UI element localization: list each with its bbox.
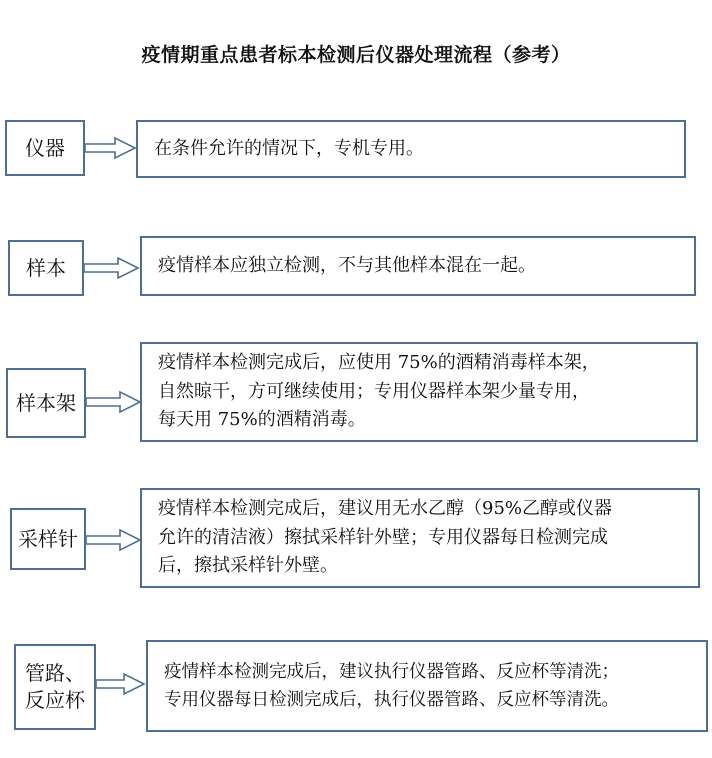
step-content-instrument: 在条件允许的情况下，专机专用。: [136, 120, 686, 178]
step-label-sample-rack: 样本架: [6, 368, 86, 438]
step-content-sampling-needle: 疫情样本检测完成后，建议用无水乙醇（95%乙醇或仪器 允许的清洁液）擦拭采样针外壁；专用仪器每日检测完成 后，擦拭采样针外壁。: [140, 488, 700, 588]
arrow-icon: [86, 392, 142, 412]
step-content-sample-rack: 疫情样本检测完成后，应使用 75%的酒精消毒样本架， 自然晾干，方可继续使用；专用仪器样本架少量专用， 每天用 75%的酒精消毒。: [140, 342, 698, 442]
step-label-instrument: 仪器: [5, 120, 85, 176]
step-label-tubing-cuvette: 管路、 反应杯: [14, 644, 96, 730]
arrow-icon: [96, 674, 146, 694]
step-label-sample: 样本: [8, 240, 84, 296]
step-label-sampling-needle: 采样针: [10, 508, 86, 570]
page-title: 疫情期重点患者标本检测后仪器处理流程（参考）: [141, 44, 571, 66]
step-content-sample: 疫情样本应独立检测，不与其他样本混在一起。: [140, 236, 696, 296]
step-content-tubing-cuvette: 疫情样本检测完成后，建议执行仪器管路、反应杯等清洗； 专用仪器每日检测完成后，执行仪器管路、反应杯等清洗。: [146, 640, 708, 732]
arrow-icon: [85, 138, 137, 158]
arrow-icon: [86, 530, 142, 550]
arrow-icon: [84, 258, 140, 278]
